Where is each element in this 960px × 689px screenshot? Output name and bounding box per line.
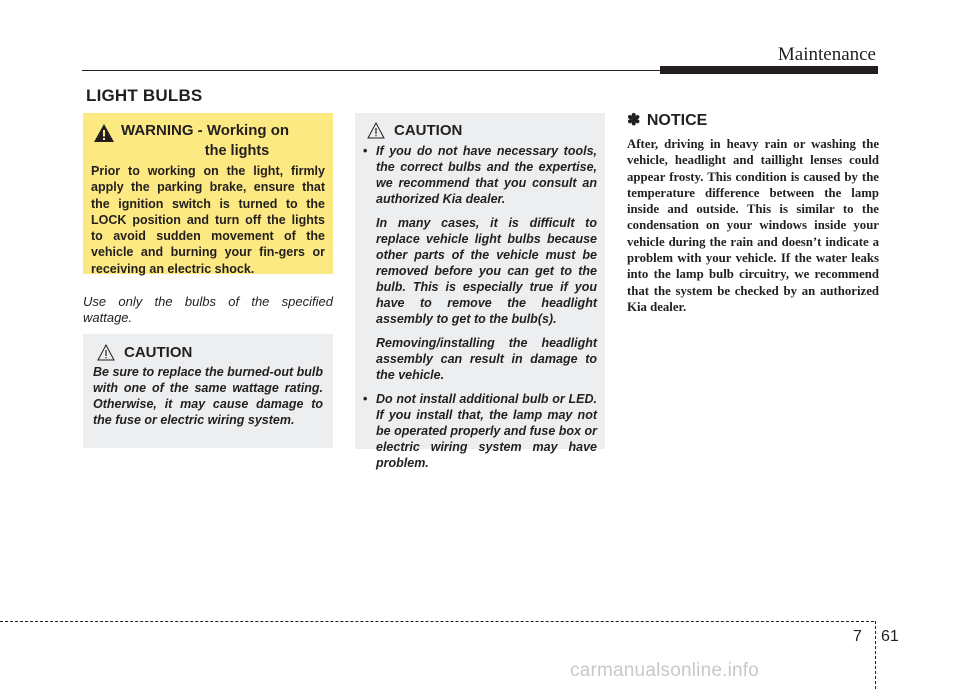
- notice-section: [627, 110, 879, 315]
- page-number: 61: [881, 628, 899, 645]
- caution-label-small: CAUTION: [124, 344, 193, 361]
- caution-body-small: Be sure to replace the burned-out bulb with one of the same wattage rating. Otherwise, it may cause damage to the fuse or electric wiring system.: [93, 365, 323, 427]
- notice-body: After, driving in heavy rain or washing the vehicle, headlight and taillight lenses could appear frosty. This condition is caused by the temperature difference between the lamp inside and outside. This is similar to the condensation on your windows inside your vehicle during the rain and doesn’t indicate a problem with your vehicle. If the water leaks into the lamp bulb circuitry, we recommend that the system be checked by an authorized Kia dealer.: [627, 137, 879, 314]
- caution-header-small: [97, 344, 323, 361]
- header-rule-thick: [660, 66, 878, 74]
- warning-body: Prior to working on the light, firmly apply the parking brake, ensure that the ignition switch is turned to the LOCK position and turn off the lights to avoid sudden movement of the vehicle and burning your fin-gers or receiving an electric shock.: [91, 164, 325, 276]
- warning-subtitle-line1: - Working on: [193, 122, 290, 139]
- warning-box: [83, 113, 333, 274]
- section-title: LIGHT BULBS: [86, 86, 203, 105]
- warning-subtitle-line2: the lights: [204, 143, 270, 159]
- caution-paragraph: • If you do not have necessary tools, the correct bulbs and the expertise, we recommend that you consult an authorized Kia dealer.: [376, 144, 597, 206]
- header-rule-thin: [82, 70, 662, 71]
- warning-title: [121, 123, 289, 139]
- warning-triangle-icon: [93, 123, 115, 143]
- chapter-number: 7: [853, 628, 862, 645]
- caution-header-large: [367, 122, 597, 139]
- caution-box-large: [355, 113, 605, 470]
- caution-label-large: CAUTION: [394, 122, 463, 139]
- caution-triangle-icon: [97, 344, 115, 361]
- caution-paragraph: Removing/installing the headlight assembly can result in damage to the vehicle.: [376, 336, 597, 382]
- notice-star-icon: ✽: [627, 112, 641, 129]
- intro-text: Use only the bulbs of the specified wattage.: [83, 294, 333, 325]
- caution-list-item: [363, 143, 597, 383]
- warning-label: WARNING: [121, 122, 194, 139]
- warning-header: [93, 123, 325, 143]
- caution-list-item: [363, 391, 597, 471]
- caution-box-small: [83, 334, 333, 448]
- notice-label: NOTICE: [646, 112, 708, 129]
- notice-header: [627, 110, 879, 130]
- caution-paragraph: In many cases, it is difficult to replace vehicle light bulbs because other parts of the vehicle must be removed before you can get to the bulb. This is especially true if you have to remove the headlight assembly to get to the bulb(s).: [376, 216, 597, 326]
- watermark: carmanualsonline.info: [570, 660, 760, 681]
- footer-dashed-line: [0, 621, 874, 622]
- caution-triangle-icon: [367, 122, 385, 139]
- caution-list: [363, 143, 597, 471]
- caution-paragraph: • Do not install additional bulb or LED. If you install that, the lamp may not be operated properly and fuse box or electric wiring system may have problem.: [376, 392, 597, 470]
- chapter-title: Maintenance: [777, 44, 876, 65]
- footer-dashed-divider: [875, 621, 876, 689]
